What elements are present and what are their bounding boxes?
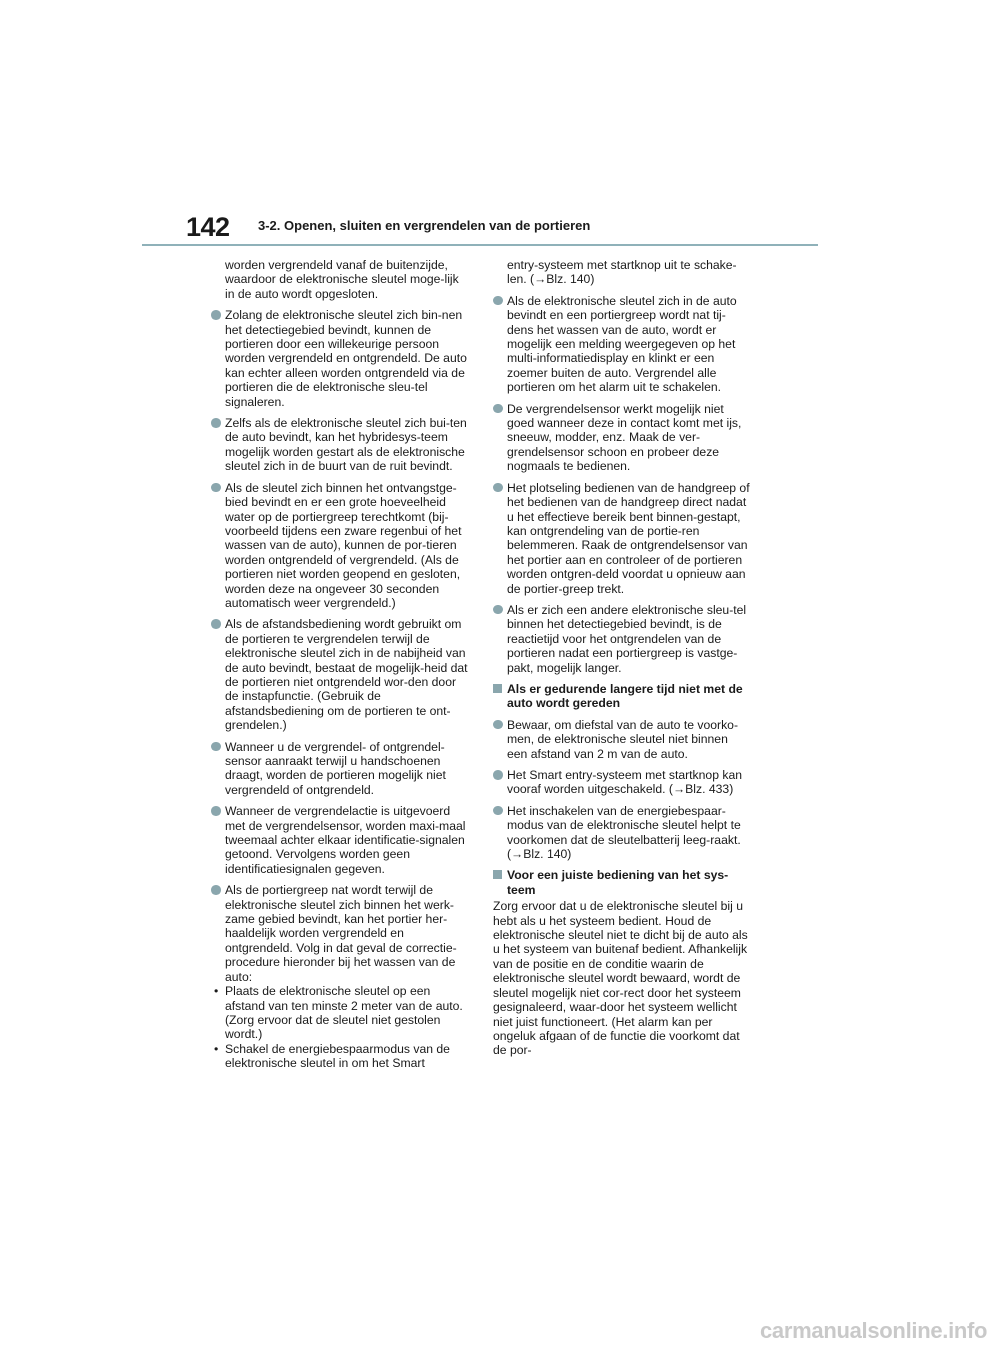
circle-bullet-icon: [211, 310, 221, 320]
right-column: [493, 258, 751, 1065]
header-divider: [142, 244, 818, 246]
list-item: Als de sleutel zich binnen het ontvangstge-bied bevindt en er een grote hoeveelheid water op de portiergreep terechtkomt (bij-voorbeeld tijdens een zware regenbui of het wassen van de auto), kunnen de por-tieren worden ontgrendeld of vergrendeld. (Als de portieren niet worden geopend en gesloten, worden deze na ongeveer 30 seconden automatisch weer vergrendeld.): [211, 481, 469, 611]
square-bullet-icon: [493, 870, 502, 879]
list-item: Het Smart entry-systeem met startknop kan vooraf worden uitgeschakeld. (→Blz. 433): [493, 768, 751, 797]
intro-paragraph: worden vergrendeld vanaf de buitenzijde, waardoor de elektronische sleutel moge-lijk in de auto wordt opgesloten.: [225, 258, 459, 301]
sub-list-item: • Plaats de elektronische sleutel op een afstand van ten minste 2 meter van de auto. (Zorg ervoor dat de sleutel niet gestolen wordt.): [214, 984, 463, 1042]
square-bullet-icon: [493, 684, 502, 693]
list-item: Als de portiergreep nat wordt terwijl de elektronische sleutel zich binnen het werk-zame gebied bevindt, kan het portier her-haaldelijk worden vergrendeld en ontgrendeld. Volg in dat geval de correctie-procedure hieronder bij het wassen van de auto:: [211, 883, 469, 984]
circle-bullet-icon: [211, 806, 221, 816]
circle-bullet-icon: [493, 770, 503, 780]
section-heading: Voor een juiste bediening van het sys-teem: [493, 868, 751, 897]
list-item: Als er zich een andere elektronische sleu-tel binnen het detectiegebied bevindt, is de reactietijd voor het ontgrendelen van de portieren nadat een portiergreep is vastge-pakt, mogelijk langer.: [493, 603, 751, 675]
page-number: 142: [186, 212, 230, 242]
list-item: Zolang de elektronische sleutel zich bin-nen het detectiegebied bevindt, kunnen de portieren door een willekeurige persoon worden vergrendeld en ontgrendeld. De auto kan echter alleen worden ontgrendeld via de portieren die de elektronische sleu-tel signaleren.: [211, 308, 469, 409]
list-item: Als de elektronische sleutel zich in de auto bevindt en een portiergreep wordt nat tij-dens het wassen van de auto, wordt er mogelijk een melding weergegeven op het multi-informatiedisplay en klinkt er een zoemer buiten de auto. Vergrendel alle portieren om het alarm uit te schakelen.: [493, 294, 751, 395]
watermark: carmanualsonline.info: [760, 1318, 987, 1343]
list-item: De vergrendelsensor werkt mogelijk niet goed wanneer deze in contact komt met ijs, sneeuw, modder, enz. Maak de ver-grendelsensor schoon en probeer deze nogmaals te bedienen.: [493, 402, 751, 474]
list-item: Zelfs als de elektronische sleutel zich bui-ten de auto bevindt, kan het hybridesys-teem mogelijk worden gestart als de elektronische sleutel zich in de buurt van de ruit bevindt.: [211, 416, 469, 474]
circle-bullet-icon: [493, 296, 503, 306]
circle-bullet-icon: [493, 404, 503, 414]
list-item: Het inschakelen van de energiebespaar-modus van de elektronische sleutel helpt te voorkomen dat de sleutelbatterij leeg-raakt. (→Blz. 140): [493, 804, 751, 862]
closing-paragraph: Zorg ervoor dat u de elektronische sleutel bij u hebt als u het systeem bedient. Houd de elektronische sleutel niet te dicht bij de auto als u het systeem van buitenaf bedient. Afhankelijk van de positie en de conditie waarin de elektronische sleutel wordt bewaard, wordt de sleutel mogelijk niet cor-rect door het systeem gesignaleerd, waar-door het systeem wellicht niet juist functioneert. (Het alarm kan per ongeluk afgaan of de functie die voorkomt dat de por-: [493, 899, 748, 1058]
small-dot-icon: •: [214, 984, 219, 999]
circle-bullet-icon: [493, 806, 503, 816]
circle-bullet-icon: [211, 619, 221, 629]
section-title: 3-2. Openen, sluiten en vergrendelen van de portieren: [258, 218, 591, 233]
circle-bullet-icon: [493, 720, 503, 730]
list-item: Als de afstandsbediening wordt gebruikt om de portieren te vergrendelen terwijl de elektronische sleutel zich in de nabijheid van de auto bevindt, bestaat de mogelijk-heid dat de portieren niet ontgrendeld wor-den door de instapfunctie. (Gebruik de afstandsbediening om de portieren te ont-grendelen.): [211, 617, 469, 732]
sub-list-item: • Schakel de energiebespaarmodus van de elektronische sleutel in om het Smart: [214, 1041, 450, 1071]
circle-bullet-icon: [493, 483, 503, 493]
circle-bullet-icon: [211, 418, 221, 428]
left-column: [211, 258, 469, 1078]
small-dot-icon: •: [214, 1041, 219, 1056]
continuation-paragraph: entry-systeem met startknop uit te schake-len. (→Blz. 140): [507, 258, 737, 287]
list-item: Wanneer de vergrendelactie is uitgevoerd met de vergrendelsensor, worden maxi-maal tweemaal achter elkaar identificatie-signalen getoond. Vervolgens worden geen identificatiesignalen gegeven.: [211, 804, 469, 876]
circle-bullet-icon: [493, 605, 503, 615]
section-heading: Als er gedurende langere tijd niet met de auto wordt gereden: [493, 682, 751, 711]
procedure-sublist: [211, 984, 469, 1070]
circle-bullet-icon: [211, 742, 221, 752]
list-item: Wanneer u de vergrendel- of ontgrendel-sensor aanraakt terwijl u handschoenen draagt, worden de portieren mogelijk niet vergrendeld of ontgrendeld.: [211, 740, 469, 798]
circle-bullet-icon: [211, 885, 221, 895]
list-item: Bewaar, om diefstal van de auto te voorko-men, de elektronische sleutel niet binnen een afstand van 2 m van de auto.: [493, 718, 751, 761]
circle-bullet-icon: [211, 483, 221, 493]
list-item: Het plotseling bedienen van de handgreep of het bedienen van de handgreep direct nadat u het effectieve bereik bent binnen-gestapt, kan ontgrendeling van de portie-ren belemmeren. Raak de ontgrendelsensor van het portier aan en controleer of de portieren worden ontgren-deld voordat u opnieuw aan de portier-greep trekt.: [493, 481, 751, 596]
